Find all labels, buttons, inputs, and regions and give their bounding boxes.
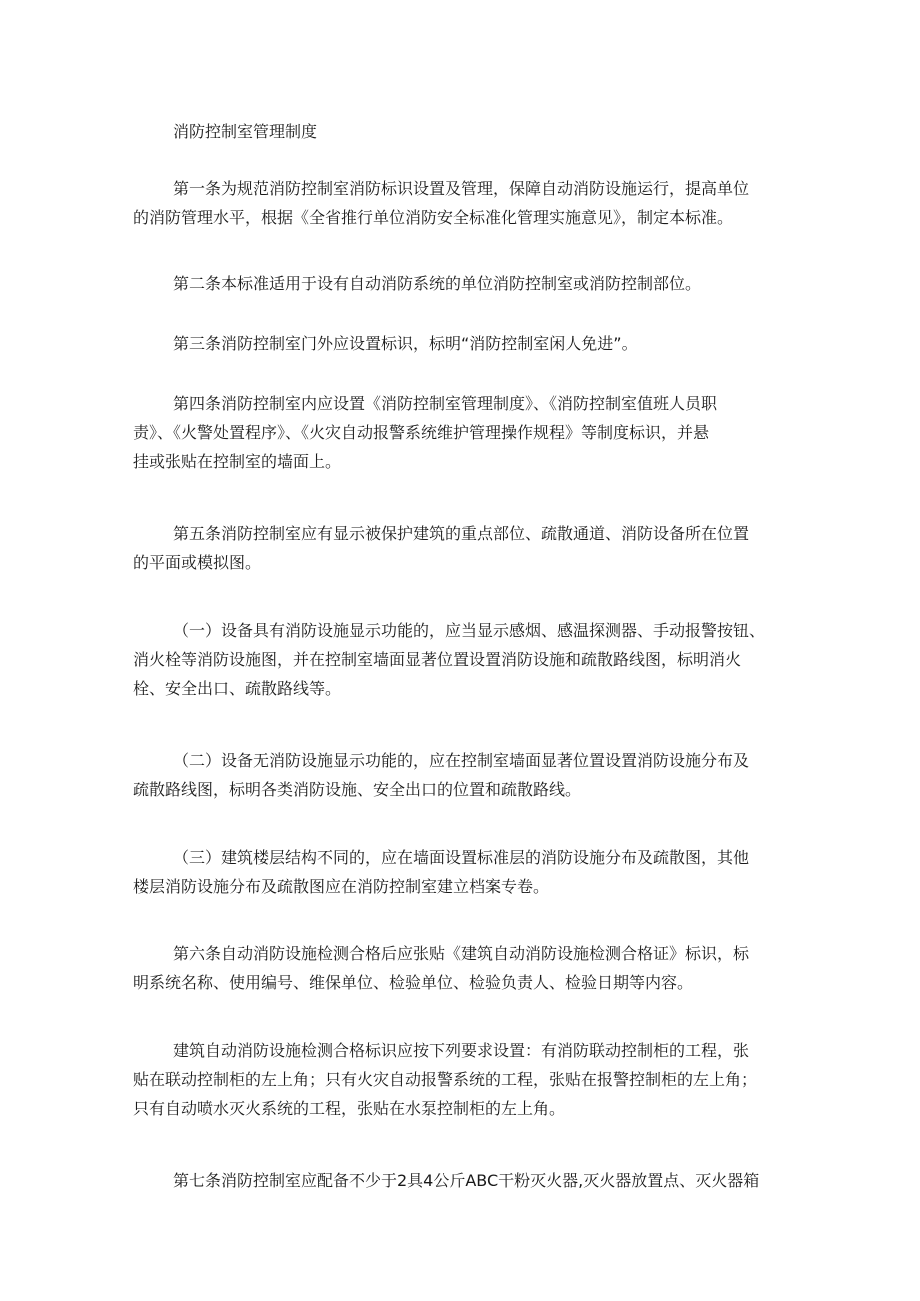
paragraph-line: 疏散路线图，标明各类消防设施、安全出口的位置和疏散路线。 [133, 780, 582, 799]
paragraph-line: （三）建筑楼层结构不同的，应在墙面设置标准层的消防设施分布及疏散图，其他 [173, 848, 750, 867]
paragraph-line: 第三条消防控制室门外应设置标识，标明“消防控制室闲人免进”。 [173, 334, 638, 353]
paragraph-label-rules [133, 1036, 793, 1123]
paragraph-line: （二）设备无消防设施显示功能的，应在控制室墙面显著位置设置消防设施分布及 [173, 751, 750, 770]
paragraph-article-2 [133, 269, 793, 298]
paragraph-article-7 [133, 1166, 793, 1195]
paragraph-item-3 [133, 843, 793, 901]
paragraph-item-1 [133, 616, 793, 703]
paragraph-line: （一）设备具有消防设施显示功能的，应当显示感烟、感温探测器、手动报警按钮、 [173, 621, 766, 640]
paragraph-article-6 [133, 939, 793, 997]
paragraph-line: 第六条自动消防设施检测合格后应张贴《建筑自动消防设施检测合格证》标识，标 [173, 944, 750, 963]
paragraph-article-3 [133, 329, 793, 358]
paragraph-item-2 [133, 746, 793, 804]
paragraph-line: 只有自动喷水灭火系统的工程，张贴在水泵控制柜的左上角。 [133, 1099, 566, 1118]
paragraph-line: 的消防管理水平，根据《全省推行单位消防安全标准化管理实施意见》，制定本标准。 [133, 208, 734, 227]
paragraph-line: 挂或张贴在控制室的墙面上。 [133, 452, 342, 471]
paragraph-line: 的平面或模拟图。 [133, 553, 262, 572]
document-title [133, 117, 793, 146]
title-text: 消防控制室管理制度 [173, 122, 318, 141]
paragraph-line: 贴在联动控制柜的左上角；只有火灾自动报警系统的工程，张贴在报警控制柜的左上角； [133, 1070, 758, 1089]
paragraph-article-4 [133, 389, 793, 476]
paragraph-line: 消火栓等消防设施图，并在控制室墙面显著位置设置消防设施和疏散路线图，标明消火 [133, 650, 742, 669]
paragraph-article-5 [133, 519, 793, 577]
paragraph-line: 楼层消防设施分布及疏散图应在消防控制室建立档案专卷。 [133, 877, 550, 896]
paragraph-line: 明系统名称、使用编号、维保单位、检验单位、检验负责人、检验日期等内容。 [133, 973, 694, 992]
paragraph-line: 第二条本标准适用于设有自动消防系统的单位消防控制室或消防控制部位。 [173, 274, 702, 293]
paragraph-line: 第五条消防控制室应有显示被保护建筑的重点部位、疏散通道、消防设备所在位置 [173, 524, 750, 543]
paragraph-line: 第一条为规范消防控制室消防标识设置及管理，保障自动消防设施运行，提高单位 [173, 179, 750, 198]
paragraph-line: 栓、安全出口、疏散路线等。 [133, 679, 342, 698]
paragraph-article-1 [133, 174, 793, 232]
paragraph-line: 第四条消防控制室内应设置《消防控制室管理制度》、《消防控制室值班人员职 [173, 394, 718, 413]
paragraph-line: 责》、《火警处置程序》、《火灾自动报警系统维护管理操作规程》等制度标识，并悬 [133, 423, 710, 442]
paragraph-line: 第七条消防控制室应配备不少于2具4公斤ABC干粉灭火器,灭火器放置点、灭火器箱 [173, 1171, 760, 1190]
paragraph-line: 建筑自动消防设施检测合格标识应按下列要求设置：有消防联动控制柜的工程，张 [173, 1041, 750, 1060]
